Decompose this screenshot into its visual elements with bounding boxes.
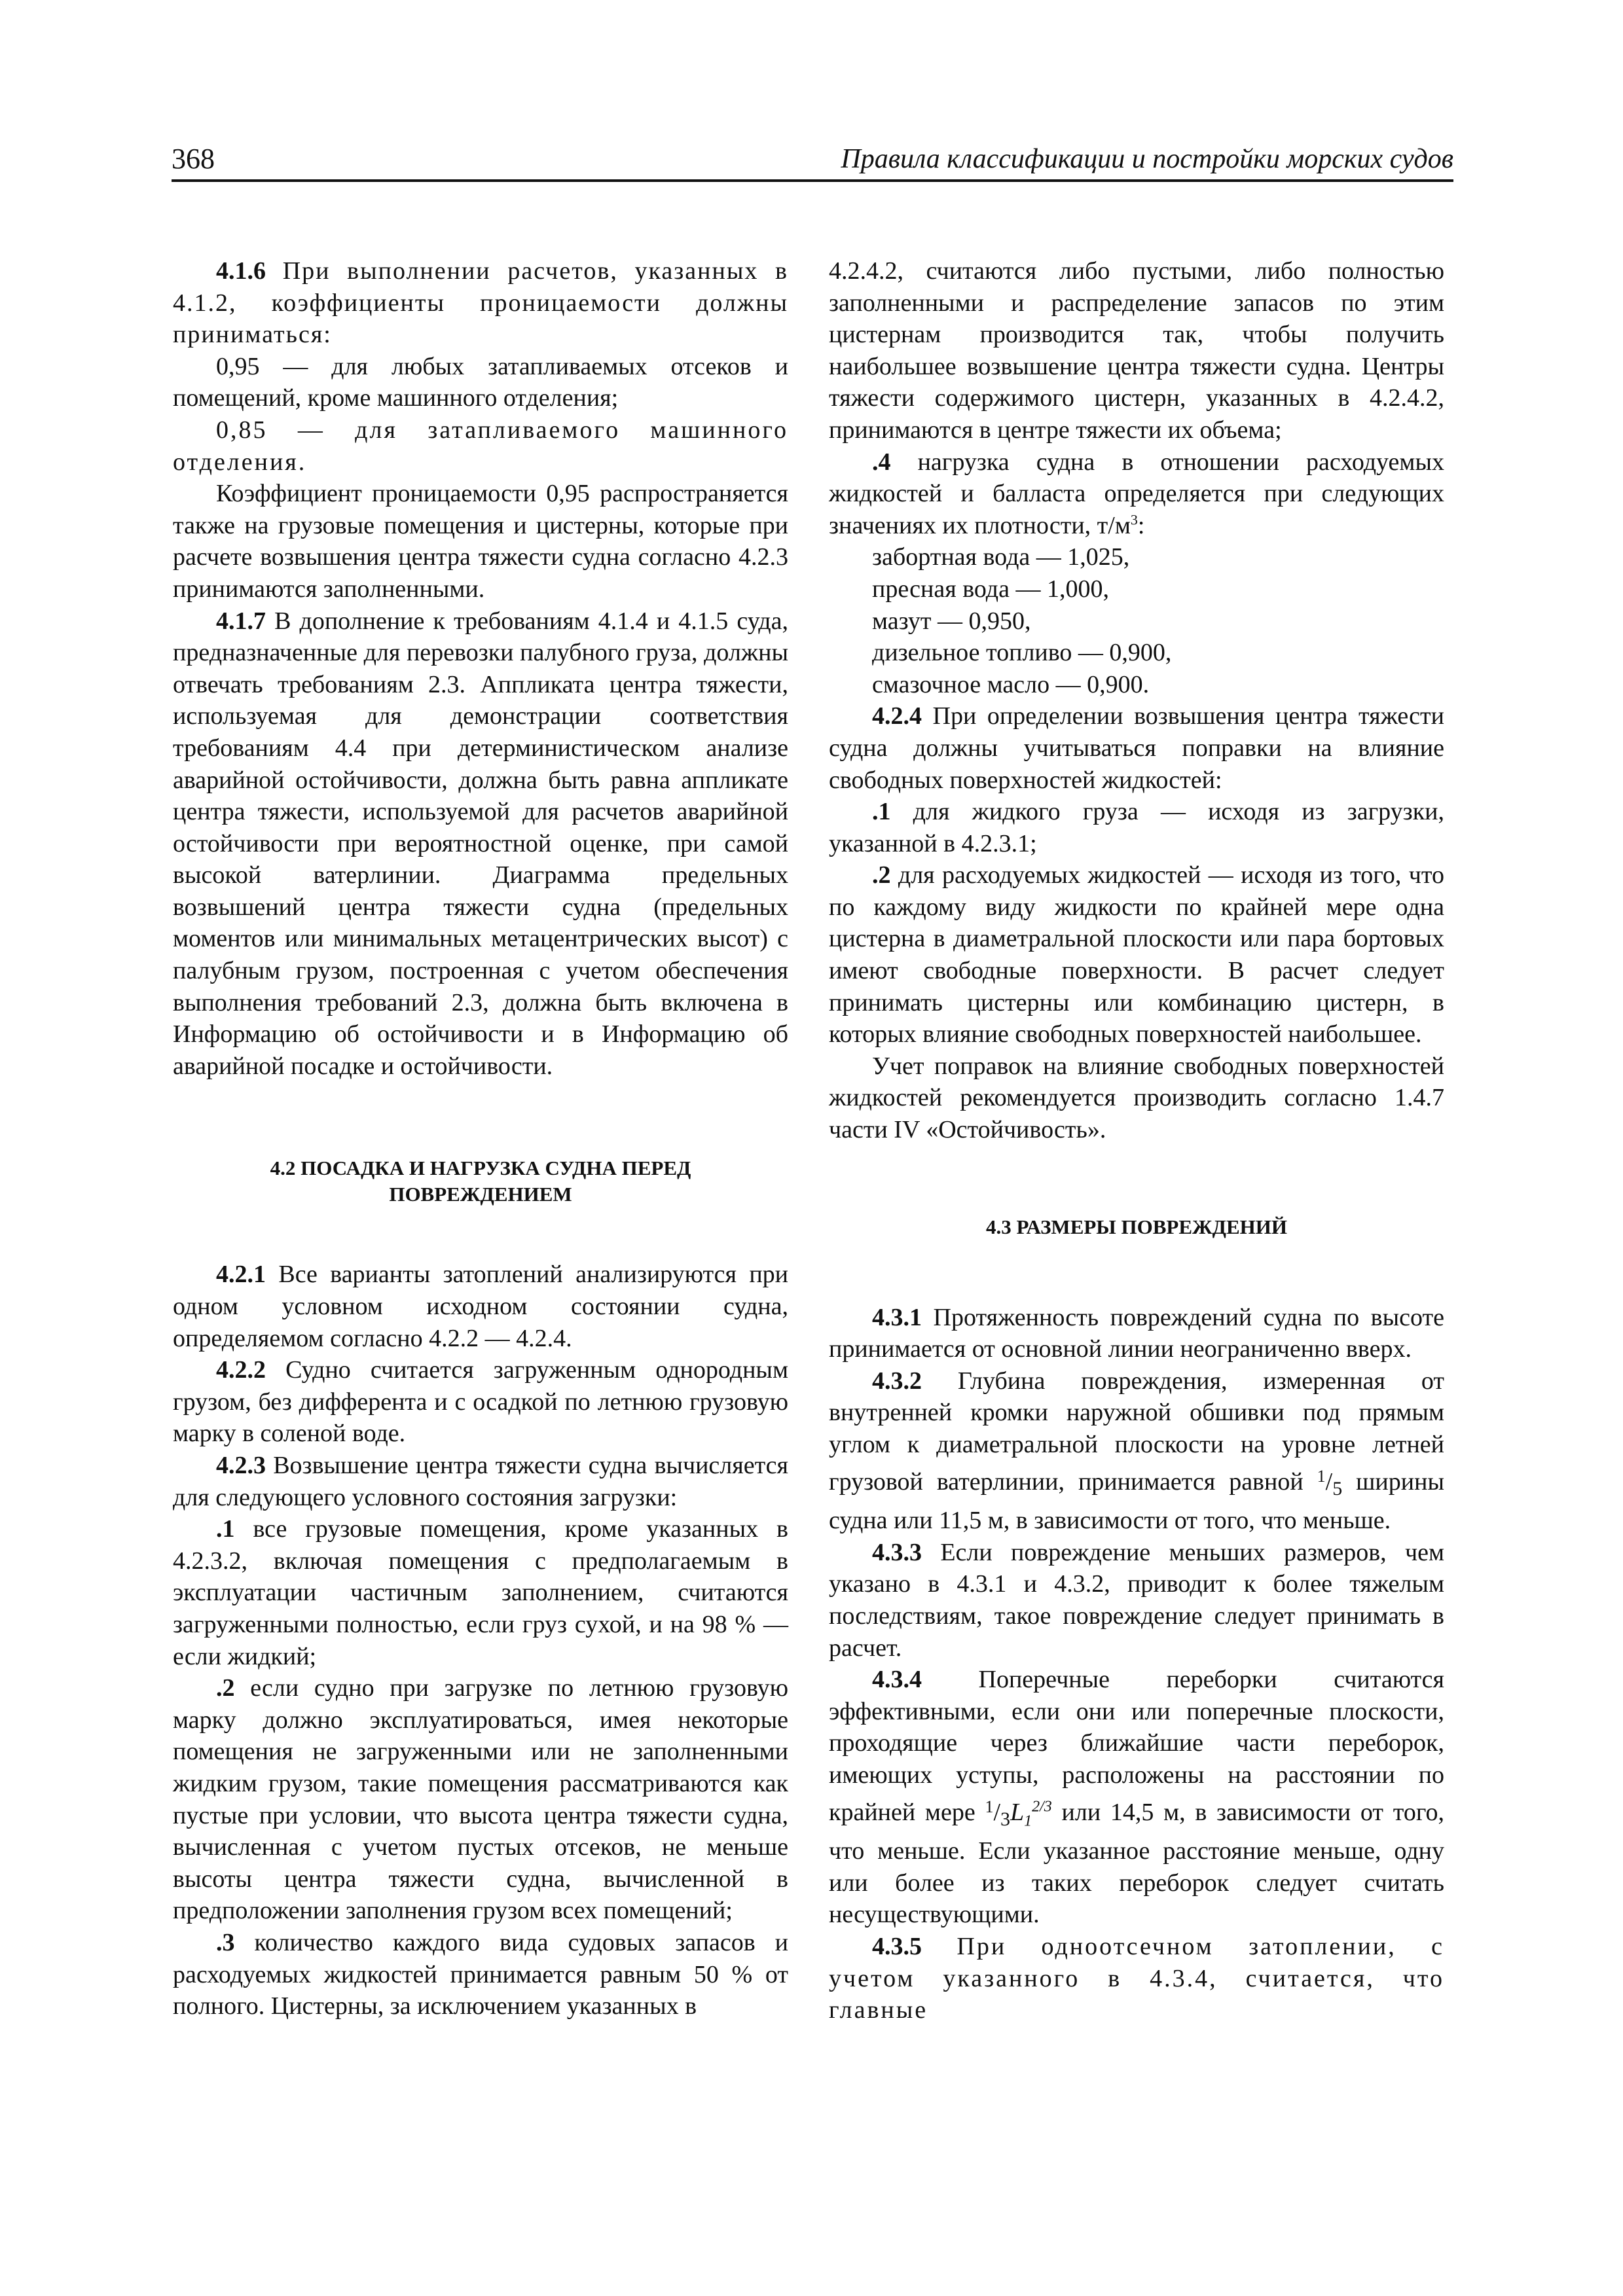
paragraph-4-2-4-2: .2 для расходуемых жидкостей — исходя из того, что по каждому виду жидкости по крайней мере одна цистерна в диаметральной плоскости или пара бортовых имеют свободные поверхности. В расчет следует принимать цистерны или комбинацию цистерн, в которых влияние свободных поверхностей наибольшее. <box>829 861 1444 1049</box>
item-number: .3 <box>216 1928 235 1956</box>
section-title-4-3: 4.3 РАЗМЕРЫ ПОВРЕЖДЕНИЙ <box>985 1215 1288 1238</box>
clause-number: 4.1.6 <box>216 257 266 285</box>
clause-number: 4.3.4 <box>872 1666 922 1694</box>
density-item: смазочное масло — 0,900. <box>872 670 1150 698</box>
paragraph-4-2-2: 4.2.2 Судно считается загруженным однородным грузом, без дифферента и с осадкой по летнюю грузовую марку в соленой воде. <box>173 1356 788 1448</box>
paragraph-4-1-7: 4.1.7 В дополнение к требованиям 4.1.4 и 4.1.5 суда, предназначенные для перевозки палубного груза, должны отвечать требованиям 2.3. Аппликата центра тяжести, используемая для демонстрации соответствия требованиям 4.4 при детерминистическом анализе аварийной остойчивости, должна быть равна аппликате центра тяжести, используемой для расчетов аварийной остойчивости при вероятностной оценке, при самой высокой ватерлинии. Диаграмма предельных возвышений центра тяжести судна (предельных моментов или минимальных метацентрических высот) с палубным грузом, построенная с учетом обеспечения выполнения требований 2.3, должна быть включена в Информацию об остойчивости и в Информацию об аварийной посадке и остойчивости. <box>173 607 788 1080</box>
paragraph-4-1-6-c: Коэффициент проницаемости 0,95 распространяется также на грузовые помещения и цистерны, которые при расчете возвышения центра тяжести судна согласно 4.2.3 принимаются заполненными. <box>173 480 788 603</box>
clause-number: 4.2.2 <box>216 1356 266 1384</box>
density-item: забортная вода — 1,025, <box>872 543 1130 571</box>
item-number: .4 <box>872 448 891 476</box>
paragraph-4-3-3: 4.3.3 Если повреждение меньших размеров, чем указано в 4.3.1 и 4.3.2, приводит к более тяжелым последствиям, такое повреждение следует принимать в расчет. <box>829 1538 1444 1662</box>
paragraph-4-2-3-4: .4 нагрузка судна в отношении расходуемых жидкостей и балласта определяется при следующих значениях их плотности, $т/м^3$: <box>829 448 1444 539</box>
paragraph-4-2-3-3-continued: 4.2.4.2, считаются либо пустыми, либо полностью заполненными и распределение запасов по этим цистернам производится так, чтобы получить наибольшее возвышение центра тяжести судна. Центры тяжести содержимого цистерн, указанных в 4.2.4.2, принимаются в центре тяжести их объема; <box>829 257 1444 444</box>
item-number: .2 <box>872 861 891 889</box>
clause-number: 4.2.4 <box>872 702 922 730</box>
right-column <box>829 255 1444 2026</box>
paragraph-4-1-6-b: 0,85 — для затапливаемого машинного отделения. <box>173 416 788 476</box>
item-number: .1 <box>216 1515 235 1543</box>
left-column <box>173 255 788 2022</box>
paragraph-4-3-4: 4.3.4 Поперечные переборки считаются эффективными, если они или поперечные плоскости, проходящие через ближайшие части переборок, имеющих уступы, расположены на расстоянии по крайней мере $^1/_3L_1^{2/3}$ или 14,5 м, в зависимости от того, что меньше. Если указанное расстояние меньше, одну или более из таких переборок следует считать несуществующими. <box>829 1666 1445 1929</box>
density-item: дизельное топливо — 0,900, <box>872 639 1172 667</box>
item-number: .1 <box>872 798 891 826</box>
density-item: пресная вода — 1,000, <box>872 575 1109 603</box>
page-number: 368 <box>172 143 215 175</box>
paragraph-4-2-3-3: .3 количество каждого вида судовых запасов и расходуемых жидкостей принимается равным 50 % от полного. Цистерны, за исключением указанных в <box>173 1928 788 2020</box>
paragraph-4-1-6: 4.1.6 При выполнении расчетов, указанных в 4.1.2, коэффициенты проницаемости должны приниматься: <box>173 257 788 349</box>
paragraph-4-2-3-2: .2 если судно при загрузке по летнюю грузовую марку должно эксплуатироваться, имея некоторые помещения не загруженными или не заполненными жидким грузом, такие помещения рассматриваются как пустые при условии, что высота центра тяжести судна, вычисленная с учетом пустых отсеков, не меньше высоты центра тяжести судна, вычисленной в предположении заполнения грузом всех помещений; <box>173 1674 788 1925</box>
density-item: мазут — 0,950, <box>872 607 1031 635</box>
clause-number: 4.2.3 <box>216 1452 266 1479</box>
clause-number: 4.2.1 <box>216 1261 266 1289</box>
paragraph-4-2-4-3: Учет поправок на влияние свободных поверхностей жидкостей рекомендуется производить согласно 1.4.7 части IV «Остойчивость». <box>829 1052 1444 1144</box>
paragraph-4-3-1: 4.3.1 Протяженность повреждений судна по высоте принимается от основной линии неограниченно вверх. <box>829 1303 1444 1363</box>
paragraph-4-2-1: 4.2.1 Все варианты затоплений анализируются при одном условном исходном состоянии судна, определяемом согласно 4.2.2 — 4.2.4. <box>173 1261 788 1352</box>
clause-number: 4.3.5 <box>872 1932 922 1960</box>
paragraph-4-2-3-1: .1 все грузовые помещения, кроме указанных в 4.2.3.2, включая помещения с предполагаемым в эксплуатации частичным заполнением, считаются загруженными полностью, если груз сухой, и на 98 % — если жидкий; <box>173 1515 788 1670</box>
paragraph-4-2-4: 4.2.4 При определении возвышения центра тяжести судна должны учитываться поправки на влияние свободных поверхностей жидкостей: <box>829 702 1444 794</box>
clause-number: 4.3.1 <box>872 1303 922 1331</box>
formula-l1: $L_1^{2/3}$ <box>1010 1797 1052 1830</box>
running-header <box>172 143 1453 182</box>
clause-number: 4.3.2 <box>872 1367 922 1395</box>
paragraph-4-1-6-a: 0,95 — для любых затапливаемых отсеков и помещений, кроме машинного отделения; <box>173 352 788 412</box>
paragraph-4-2-3: 4.2.3 Возвышение центра тяжести судна вычисляется для следующего условного состояния загрузки: <box>173 1452 788 1511</box>
section-title-4-2: 4.2 ПОСАДКА И НАГРУЗКА СУДНА ПЕРЕД ПОВРЕЖДЕНИЕМ <box>270 1157 691 1206</box>
paragraph-4-3-2: 4.3.2 Глубина повреждения, измеренная от внутренней кромки наружной обшивки под прямым углом к диаметральной плоскости на уровне летней грузовой ватерлинии, принимается равной $^1/_5$ ширины судна или 11,5 м, в зависимости от того, что меньше. <box>829 1367 1444 1535</box>
paragraph-4-2-4-1: .1 для жидкого груза — исходя из загрузки, указанной в 4.2.3.1; <box>829 798 1444 857</box>
clause-number: 4.3.3 <box>872 1538 922 1566</box>
running-title: Правила классификации и постройки морских судов <box>841 144 1453 174</box>
clause-number: 4.1.7 <box>216 607 266 635</box>
item-number: .2 <box>216 1674 235 1702</box>
paragraph-4-3-5: 4.3.5 При одноотсечном затоплении, с учетом указанного в 4.3.4, считается, что главные <box>829 1932 1444 2024</box>
